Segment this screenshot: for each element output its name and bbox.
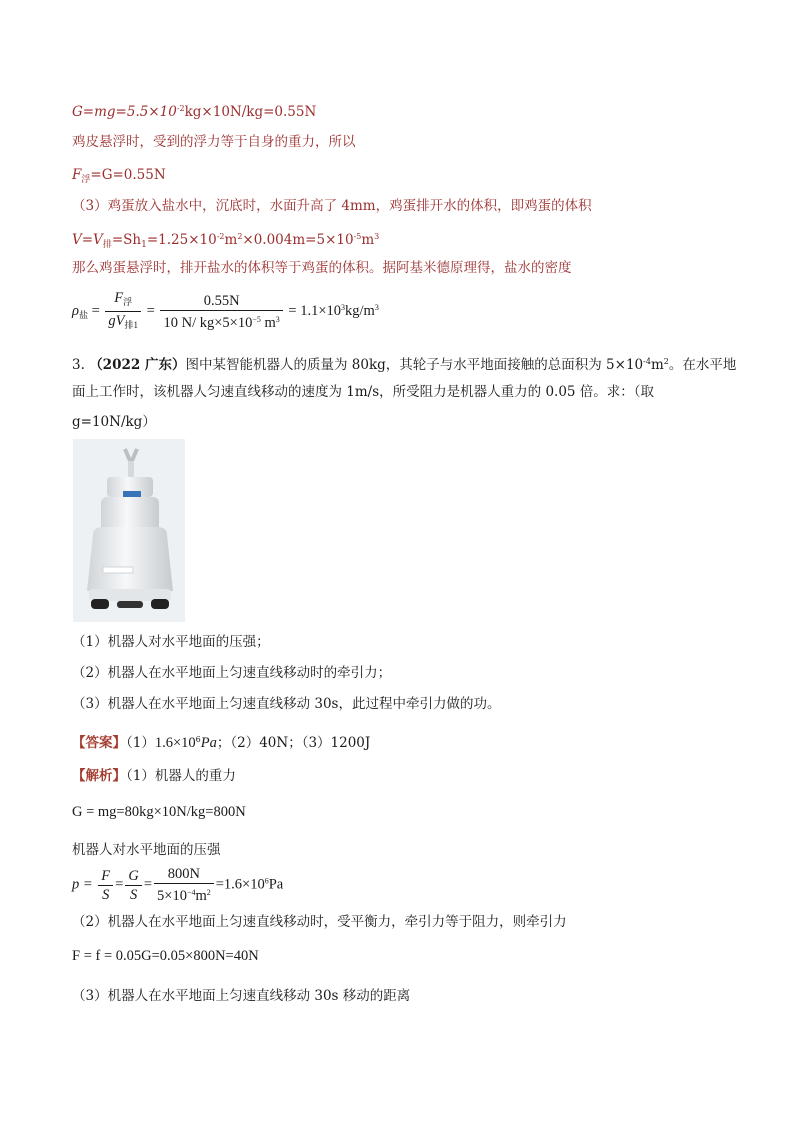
question3-line1: 3. （2022 广东）图中某智能机器人的质量为 80kg，其轮子与水平地面接触的总面积为 $5\times 10^{-4}m^2$。在水平地 <box>72 357 737 373</box>
analysis-line1: 【解析】（1）机器人的重力 <box>72 768 236 784</box>
egg-float-text: 鸡皮悬浮时，受到的浮力等于自身的重力，所以 <box>72 134 356 150</box>
weight-formula: G = mg=80kg×10N/kg=800N <box>72 804 246 820</box>
question3-part1: （1）机器人对水平地面的压强； <box>72 634 270 650</box>
volume-formula: $V=V_排=Sh_1=1.25\times 10^{-2}m^2\times 0.004m=5\times 10^{-5}m^3$ <box>72 232 380 250</box>
weight-formula-egg: $G=mg=5.5\times 10^{-2}kg\times 10N/kg=0.55N$ <box>72 104 317 120</box>
force-formula: F = f = 0.05G=0.05×800N=40N <box>72 948 259 964</box>
density-text: 那么鸡蛋悬浮时，排开盐水的体积等于鸡蛋的体积。据阿基米德原理得，盐水的密度 <box>72 260 572 276</box>
question3-line3: g=10N/kg） <box>72 414 156 430</box>
question3-part2: （2）机器人在水平地面上匀速直线移动时的牵引力； <box>72 665 392 681</box>
question3-line2: 面上工作时，该机器人匀速直线移动的速度为 1m/s，所受阻力是机器人重力的 0.05 倍。求：（取 <box>72 384 655 400</box>
density-formula: $\rho_盐$ = $\frac{F_浮}{gV_{排1}}$ = $\frac{0.55N}{10 N/ kg\times 5\times 10^{-5} m^3}$ = $1.1\times 10^3kg/m^3$ <box>72 290 379 331</box>
question3-part3: （3）机器人在水平地面上匀速直线移动 30s，此过程中牵引力做的功。 <box>72 696 501 712</box>
pressure-formula: p = $\frac{F}{S}$ = $\frac{G}{S}$ = $\frac{800N}{5\times 10^{-4}m^2}$ $=1.6\times 10^6Pa$ <box>72 866 284 904</box>
answer-line: 【答案】$(1)1.6\times 10^6Pa$；（2）40N；（3）1200J <box>72 735 371 751</box>
robot-figure <box>73 439 185 622</box>
step3-text: （3）鸡蛋放入盐水中，沉底时，水面升高了 4mm，鸡蛋排开水的体积，即鸡蛋的体积 <box>72 198 592 214</box>
buoyancy-formula: $F_浮=G=0.55N$ <box>72 167 166 185</box>
robot-illustration <box>73 439 185 622</box>
pressure-text: 机器人对水平地面的压强 <box>72 842 221 858</box>
analysis-line2: （2）机器人在水平地面上匀速直线移动时，受平衡力，牵引力等于阻力，则牵引力 <box>72 914 567 930</box>
analysis-line3: （3）机器人在水平地面上匀速直线移动 30s 移动的距离 <box>72 988 411 1004</box>
